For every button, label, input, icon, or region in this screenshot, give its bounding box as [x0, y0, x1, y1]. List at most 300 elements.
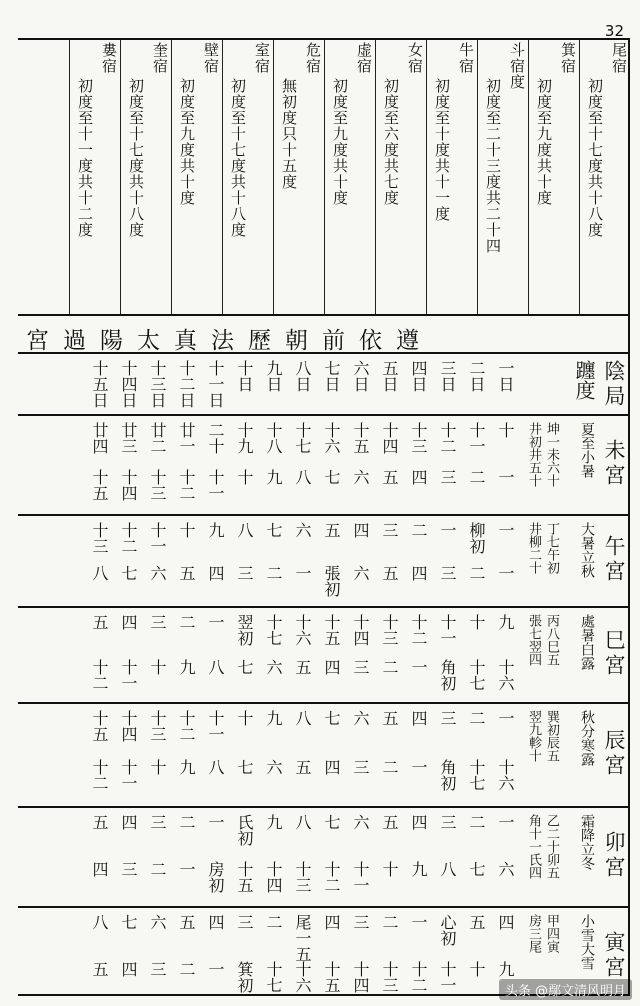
header-row	[18, 356, 630, 416]
day-cell	[404, 910, 433, 996]
degree-note: 丁七午初	[544, 522, 559, 574]
degree-upper: 三	[438, 814, 457, 830]
degree-upper: 十	[467, 614, 486, 630]
day-cell	[317, 706, 346, 806]
mansion-degrees: 初度至十七度共十八度	[229, 78, 247, 238]
degree-note: 翌九軫十	[526, 710, 541, 762]
degree-lower: 四	[409, 469, 428, 485]
degree-lower: 六	[264, 659, 283, 675]
degree-upper: 十四	[119, 710, 138, 742]
day-grid	[18, 356, 630, 996]
day-cell	[172, 610, 201, 702]
degree-lower: 十五	[90, 469, 109, 501]
day-cell	[462, 910, 491, 996]
degree-lower: 二	[264, 565, 283, 581]
day-cell	[143, 910, 172, 996]
degree-lower: 三	[235, 565, 254, 581]
degree-lower: 五	[380, 469, 399, 485]
mansion-column	[69, 40, 120, 314]
day-cell	[143, 418, 172, 514]
day-header-cell	[259, 356, 288, 414]
day-cell	[317, 418, 346, 514]
day-label: 八日	[293, 360, 312, 392]
mansion-column	[324, 40, 375, 314]
day-cell	[114, 610, 143, 702]
degree-lower: 十五	[322, 961, 341, 993]
palace-label: 卯宮	[602, 831, 626, 881]
degree-upper: 三	[351, 914, 370, 930]
day-cells	[26, 706, 520, 806]
mansion-degrees: 初度至十七度共十八度	[127, 78, 145, 238]
degree-lower: 十六	[496, 659, 515, 691]
day-cell	[143, 518, 172, 606]
day-cell	[85, 910, 114, 996]
day-cell	[462, 810, 491, 906]
degree-lower: 四	[206, 565, 225, 581]
degree-lower: 三	[148, 961, 167, 977]
mansion-degrees: 初度至六度共七度	[382, 78, 400, 206]
degree-lower: 十一	[119, 759, 138, 791]
table-banner	[18, 318, 630, 354]
degree-lower: 八	[90, 565, 109, 581]
day-cell	[201, 706, 230, 806]
mansion-column-spacer	[18, 40, 69, 314]
degree-upper: 廿二	[148, 422, 167, 454]
palace-degrees	[524, 914, 572, 957]
degree-lower: 九	[177, 659, 196, 675]
day-cell	[172, 810, 201, 906]
day-cell	[375, 610, 404, 702]
palace-label: 巳宮	[602, 629, 626, 679]
degree-lower: 十二	[409, 961, 428, 993]
degree-upper: 八	[293, 710, 312, 726]
day-cell	[201, 418, 230, 514]
day-cell	[143, 706, 172, 806]
degree-upper: 四	[206, 914, 225, 930]
degree-lower: 六	[351, 469, 370, 485]
day-cell	[143, 610, 172, 702]
degree-lower: 二	[380, 659, 399, 675]
degree-note: 甲四寅	[544, 914, 559, 953]
day-cell	[375, 518, 404, 606]
day-header-cell	[462, 356, 491, 414]
degree-upper: 廿四	[90, 422, 109, 454]
degree-lower: 四	[322, 659, 341, 675]
palace-row	[18, 706, 630, 808]
day-cell	[346, 518, 375, 606]
day-cell	[491, 418, 520, 514]
degree-lower: 五	[293, 659, 312, 675]
degree-upper: 一	[496, 814, 515, 830]
degree-upper: 九	[264, 814, 283, 830]
degree-upper: 一	[496, 710, 515, 726]
day-cell	[317, 518, 346, 606]
day-cell	[375, 810, 404, 906]
degree-upper: 六	[351, 814, 370, 830]
solar-terms: 小雪大雪	[579, 914, 595, 970]
degree-upper: 二	[177, 614, 196, 630]
degree-lower: 角初	[438, 759, 457, 791]
mansion-column	[171, 40, 222, 314]
mansion-table	[18, 40, 630, 316]
degree-upper: 七	[119, 914, 138, 930]
degree-upper: 八	[235, 522, 254, 538]
degree-upper: 翌初	[235, 614, 254, 646]
day-cell	[114, 518, 143, 606]
degree-upper: 五	[467, 914, 486, 930]
degree-upper: 一	[438, 522, 457, 538]
degree-upper: 五	[380, 814, 399, 830]
day-header-cell	[114, 356, 143, 414]
day-cell	[172, 706, 201, 806]
degree-lower: 一	[496, 469, 515, 485]
day-cell	[114, 810, 143, 906]
day-cell	[259, 518, 288, 606]
degree-upper: 四	[119, 814, 138, 830]
degree-lower: 十	[148, 759, 167, 775]
degree-lower: 七	[235, 659, 254, 675]
day-cell	[114, 706, 143, 806]
day-label: 十四日	[119, 360, 138, 408]
day-cell	[288, 518, 317, 606]
day-cells	[26, 910, 520, 996]
degree-lower: 一	[293, 565, 312, 581]
day-header-cell	[433, 356, 462, 414]
degree-lower: 十七	[467, 759, 486, 791]
degree-note: 丙八巳五	[544, 614, 559, 666]
palace-degrees	[524, 814, 572, 883]
degree-lower: 八	[438, 861, 457, 877]
degree-upper: 十一	[467, 422, 486, 454]
degree-upper: 七	[322, 814, 341, 830]
mansion-name: 奎宿	[151, 42, 169, 74]
degree-lower: 五	[177, 565, 196, 581]
degree-upper: 一	[206, 814, 225, 830]
day-cell	[462, 610, 491, 702]
mansion-name: 女宿	[406, 42, 424, 74]
day-cell	[230, 518, 259, 606]
header-day-cells	[26, 356, 520, 414]
mansion-degrees: 無初度只十五度	[280, 78, 298, 190]
degree-lower: 二	[467, 469, 486, 485]
mansion-degrees: 初度至十度共十一度	[433, 78, 451, 222]
day-label: 一日	[496, 360, 515, 392]
degree-lower: 九	[409, 861, 428, 877]
degree-lower: 八	[206, 759, 225, 775]
palace-degrees	[524, 710, 572, 766]
degree-lower: 三	[351, 759, 370, 775]
degree-lower: 十七	[264, 961, 283, 993]
degree-upper: 十五	[322, 614, 341, 646]
degree-upper: 十八	[264, 422, 283, 454]
palace-label: 未宮	[602, 439, 626, 489]
degree-lower: 張初	[322, 565, 341, 597]
palace-degrees	[524, 614, 572, 670]
day-header-cell	[201, 356, 230, 414]
degree-lower: 十三	[293, 861, 312, 893]
degree-upper: 三	[235, 914, 254, 930]
header-yin-ju: 陰局	[602, 360, 626, 410]
day-cell	[404, 706, 433, 806]
degree-upper: 五	[322, 522, 341, 538]
day-cell	[201, 518, 230, 606]
degree-upper: 四	[409, 710, 428, 726]
mansion-name: 尾宿	[610, 42, 628, 74]
day-cell	[85, 418, 114, 514]
mansion-name: 婁宿	[100, 42, 118, 74]
degree-lower: 十三	[380, 961, 399, 993]
day-label: 九日	[264, 360, 283, 392]
degree-lower: 十四	[119, 469, 138, 501]
mansion-degrees: 初度至九度共十度	[178, 78, 196, 206]
degree-upper: 六	[351, 710, 370, 726]
day-cell	[404, 810, 433, 906]
degree-upper: 二	[264, 914, 283, 930]
degree-note: 張七翌四	[526, 614, 541, 666]
day-header-cell	[491, 356, 520, 414]
day-cell	[85, 518, 114, 606]
degree-upper: 十二	[409, 614, 428, 646]
day-label: 三日	[438, 360, 457, 392]
degree-lower: 七	[322, 469, 341, 485]
degree-note: 角十一氏四	[526, 814, 541, 879]
mansion-column	[528, 40, 579, 314]
degree-lower: 七	[119, 565, 138, 581]
degree-lower: 十	[235, 469, 254, 485]
source-watermark: 头条 @鄢文清风明月	[499, 979, 632, 1000]
day-cell	[375, 418, 404, 514]
palace-row	[18, 518, 630, 608]
degree-upper: 十五	[90, 710, 109, 742]
day-cell	[491, 706, 520, 806]
day-cell	[404, 418, 433, 514]
day-cell	[433, 706, 462, 806]
degree-upper: 四	[409, 814, 428, 830]
degree-note: 乙二十卯五	[544, 814, 559, 879]
degree-lower: 四	[119, 961, 138, 977]
degree-note: 巽初辰五	[544, 710, 559, 762]
degree-lower: 十一	[438, 961, 457, 993]
degree-upper: 九	[264, 710, 283, 726]
degree-upper: 十四	[380, 422, 399, 454]
degree-note: 坤一未六十	[544, 422, 559, 487]
degree-upper: 十一	[438, 614, 457, 646]
degree-upper: 二十	[206, 422, 225, 454]
day-cell	[288, 418, 317, 514]
degree-lower: 二	[380, 759, 399, 775]
degree-note: 井初井五十	[526, 422, 541, 487]
degree-lower: 八	[293, 469, 312, 485]
day-cell	[259, 810, 288, 906]
solar-terms: 秋分寒露	[579, 710, 595, 766]
degree-upper: 心初	[438, 914, 457, 946]
degree-upper: 五	[380, 710, 399, 726]
degree-lower: 十二	[177, 469, 196, 501]
day-header-cell	[230, 356, 259, 414]
degree-lower: 二	[467, 565, 486, 581]
day-cell	[491, 810, 520, 906]
day-cells	[26, 518, 520, 606]
degree-upper: 十三	[409, 422, 428, 454]
degree-upper: 七	[264, 522, 283, 538]
degree-lower: 七	[235, 759, 254, 775]
degree-lower: 一	[496, 565, 515, 581]
degree-upper: 十一	[206, 710, 225, 742]
degree-upper: 八	[90, 914, 109, 930]
day-label: 十二日	[177, 360, 196, 408]
mansion-degrees: 初度至二十三度共二十四	[484, 78, 502, 254]
degree-lower: 十一	[351, 861, 370, 893]
almanac-table	[18, 38, 630, 996]
degree-lower: 六	[351, 565, 370, 581]
day-cell	[230, 810, 259, 906]
day-cell	[433, 910, 462, 996]
day-header-cell	[85, 356, 114, 414]
day-cell	[288, 910, 317, 996]
degree-upper: 二	[467, 710, 486, 726]
day-cell	[288, 610, 317, 702]
day-cells	[26, 610, 520, 702]
degree-lower: 五	[380, 565, 399, 581]
degree-lower: 四	[90, 861, 109, 877]
degree-upper: 十一	[148, 522, 167, 554]
degree-lower: 十四	[264, 861, 283, 893]
page-number: 32	[604, 22, 624, 40]
degree-lower: 二	[177, 961, 196, 977]
palace-label: 辰宮	[602, 729, 626, 779]
degree-upper: 七	[322, 710, 341, 726]
degree-lower: 五	[293, 759, 312, 775]
degree-upper: 四	[322, 914, 341, 930]
solar-terms: 大暑立秋	[579, 522, 595, 578]
degree-lower: 三	[119, 861, 138, 877]
day-cell	[85, 810, 114, 906]
day-label: 五日	[380, 360, 399, 392]
mansion-name: 牛宿	[457, 42, 475, 74]
day-cell	[259, 418, 288, 514]
degree-lower: 九	[496, 961, 515, 977]
degree-upper: 十六	[293, 614, 312, 646]
degree-lower: 十二	[322, 861, 341, 893]
degree-upper: 柳初	[467, 522, 486, 554]
day-cell	[230, 910, 259, 996]
day-cell	[317, 610, 346, 702]
degree-lower: 八	[206, 659, 225, 675]
day-header-cell	[288, 356, 317, 414]
degree-lower: 十	[380, 861, 399, 877]
day-label: 二日	[467, 360, 486, 392]
day-cell	[201, 810, 230, 906]
palace-degrees	[524, 522, 572, 578]
degree-upper: 五	[90, 814, 109, 830]
degree-lower: 箕初	[235, 961, 254, 993]
degree-upper: 十七	[264, 614, 283, 646]
degree-upper: 一	[206, 614, 225, 630]
header-chandu: 躔度	[572, 360, 596, 400]
day-label: 四日	[409, 360, 428, 392]
degree-lower: 十六	[293, 961, 312, 993]
degree-upper: 八	[293, 814, 312, 830]
degree-lower: 十一	[206, 469, 225, 501]
degree-lower: 九	[177, 759, 196, 775]
mansion-name: 壁宿	[202, 42, 220, 74]
day-header-cell	[172, 356, 201, 414]
degree-lower: 一	[409, 759, 428, 775]
day-cell	[143, 810, 172, 906]
day-cell	[491, 610, 520, 702]
degree-lower: 四	[322, 759, 341, 775]
degree-upper: 十六	[322, 422, 341, 454]
day-cell	[375, 910, 404, 996]
degree-upper: 九	[496, 614, 515, 630]
day-cell	[230, 610, 259, 702]
mansion-degrees: 初度至十七度共十八度	[586, 78, 604, 238]
mansion-column	[426, 40, 477, 314]
degree-upper: 五	[90, 614, 109, 630]
degree-lower: 一	[206, 961, 225, 977]
day-cell	[346, 610, 375, 702]
day-cell	[172, 518, 201, 606]
mansion-name: 室宿	[253, 42, 271, 74]
mansion-degrees: 初度至九度共十度	[331, 78, 349, 206]
day-cells	[26, 810, 520, 906]
mansion-degrees: 初度至十一度共十二度	[76, 78, 94, 238]
mansion-name: 危宿	[304, 42, 322, 74]
degree-upper: 五	[177, 914, 196, 930]
degree-upper: 二	[380, 914, 399, 930]
day-label: 十一日	[206, 360, 225, 408]
day-cell	[85, 610, 114, 702]
degree-upper: 四	[119, 614, 138, 630]
degree-upper: 三	[380, 522, 399, 538]
degree-upper: 六	[148, 914, 167, 930]
day-cell	[433, 610, 462, 702]
mansion-column	[477, 40, 528, 314]
day-cell	[114, 418, 143, 514]
day-cell	[85, 706, 114, 806]
degree-upper: 三	[438, 710, 457, 726]
degree-upper: 十	[496, 422, 515, 438]
degree-lower: 十三	[148, 469, 167, 501]
day-cell	[230, 418, 259, 514]
degree-lower: 六	[496, 861, 515, 877]
day-cell	[201, 910, 230, 996]
degree-lower: 六	[148, 565, 167, 581]
day-cell	[172, 910, 201, 996]
day-label: 十三日	[148, 360, 167, 408]
degree-upper: 十三	[90, 522, 109, 554]
day-label: 十五日	[90, 360, 109, 408]
day-cell	[346, 810, 375, 906]
degree-lower: 三	[351, 659, 370, 675]
degree-upper: 十九	[235, 422, 254, 454]
mansion-degrees: 初度至九度共十度	[535, 78, 553, 206]
banner-title: 遵依前朝歷法真太陽過宮	[26, 328, 433, 354]
day-cell	[346, 910, 375, 996]
degree-upper: 十	[177, 522, 196, 538]
day-cell	[491, 518, 520, 606]
degree-upper: 十三	[148, 710, 167, 742]
degree-upper: 四	[496, 914, 515, 930]
degree-lower: 九	[264, 469, 283, 485]
degree-note: 井柳二十	[526, 522, 541, 574]
degree-lower: 一	[409, 659, 428, 675]
day-cell	[288, 810, 317, 906]
degree-lower: 角初	[438, 659, 457, 691]
day-header-cell	[346, 356, 375, 414]
degree-lower: 三	[438, 565, 457, 581]
day-cells	[26, 418, 520, 514]
